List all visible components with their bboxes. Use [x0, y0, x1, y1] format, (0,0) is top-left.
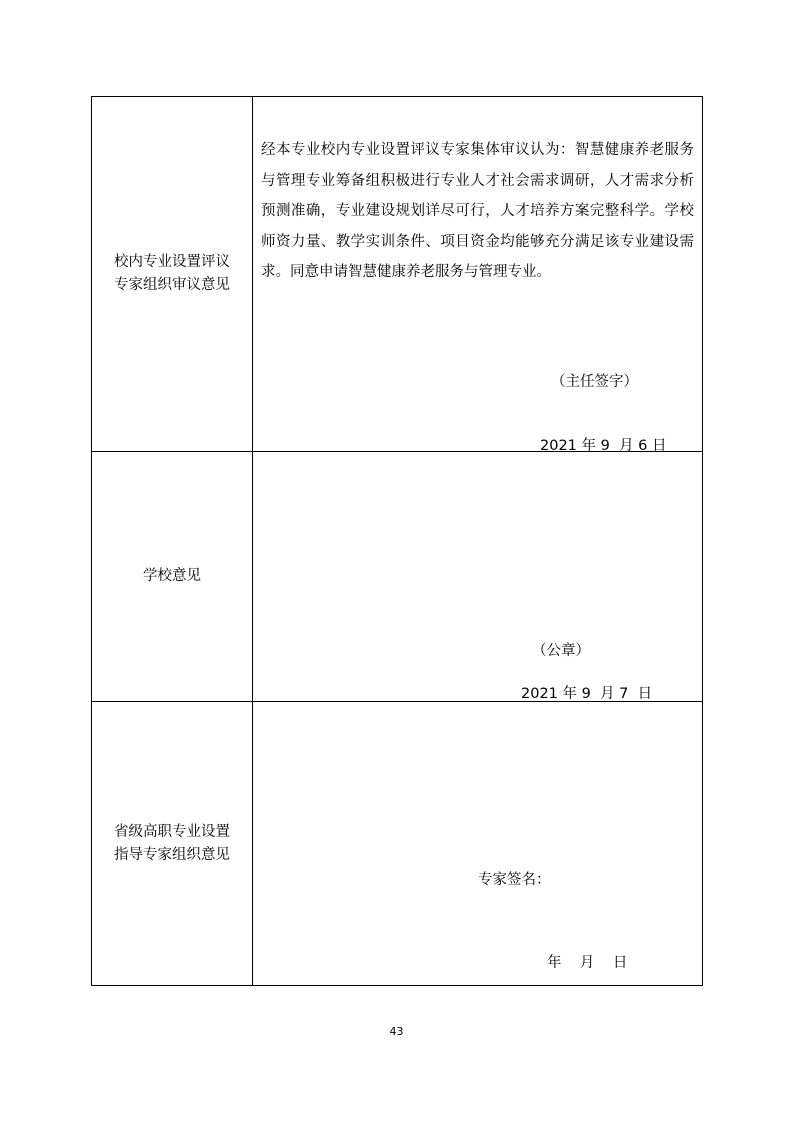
review-opinion-table: [91, 96, 703, 986]
row-label: 学校意见: [143, 568, 201, 584]
review-date: 2021 年 9 月 6 日: [540, 438, 667, 454]
table-row-provincial-expert-opinion: [92, 702, 703, 986]
school-opinion-date: 2021 年 9 月 7 日: [521, 686, 653, 702]
row-label-cell: [92, 97, 253, 452]
row-label: 省级高职专业设置指导专家组织意见: [114, 823, 230, 863]
review-opinion-text: 经本专业校内专业设置评议专家集体审议认为：智慧健康养老服务与管理专业筹备组积极进行专业人才社会需求调研，人才需求分析预测准确，专业建设规划详尽可行，人才培养方案完整科学。学校师资力量、教学实训条件、项目资金均能够充分满足该专业建设需求。同意申请智慧健康养老服务与管理专业。: [261, 142, 694, 280]
page-number: 43: [389, 1025, 404, 1038]
expert-signature-label: 专家签名：: [478, 872, 551, 888]
expert-opinion-date: 年 月 日: [547, 955, 628, 971]
row-content-cell: [253, 702, 703, 986]
table-row-school-expert-review: [92, 97, 703, 452]
table-row-school-opinion: [92, 452, 703, 702]
row-content-cell: [253, 97, 703, 452]
director-signature-label: （主任签字）: [551, 374, 638, 390]
row-label: 校内专业设置评议专家组织审议意见: [114, 254, 230, 293]
row-content-cell: [253, 452, 703, 702]
row-label-cell: [92, 452, 253, 702]
official-seal-label: （公章）: [532, 643, 590, 659]
row-label-cell: [92, 702, 253, 986]
